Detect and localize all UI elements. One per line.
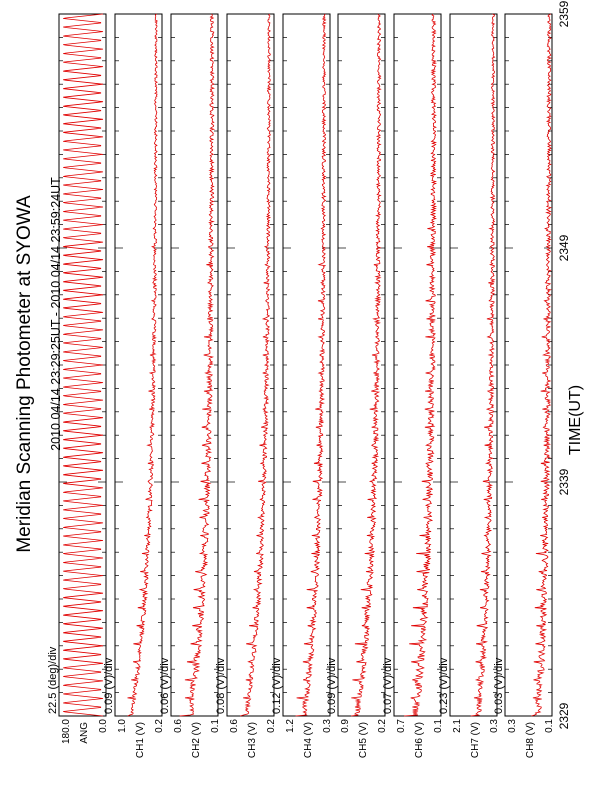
y-axis-label: ANG [79,722,90,744]
y-tick-label-top: 180.0 [61,719,72,745]
panel-frame [394,14,441,716]
panel-ch4 [271,14,333,758]
y-tick-label-bottom: 0.2 [154,719,165,733]
panel-ch7 [438,14,500,758]
y-tick-label-bottom: 0.3 [322,719,333,733]
series-line-ch8 [531,14,551,716]
panel-ch8 [493,14,555,758]
y-axis-label: CH7 (V) [470,722,481,759]
x-tick-label: 2339 [557,468,571,496]
panel-scale-label: 0.08 (V)/div [215,657,227,714]
panel-frame [59,14,106,716]
rotated-figure [14,0,584,758]
series-line-ch6 [404,14,436,716]
y-tick-label-bottom: 0.3 [489,719,500,733]
y-tick-label-bottom: 0.1 [433,719,444,733]
x-tick-labels [557,0,571,729]
series-line-ch4 [296,14,326,716]
panels [47,14,555,758]
series-line-ch2 [180,14,214,716]
x-axis-label: TIME(UT) [567,384,584,456]
y-tick-label-top: 0.6 [173,719,184,733]
panel-scale-label: 0.23 (V)/div [438,657,450,714]
series-line-ch1 [128,14,158,716]
series-line-ch7 [471,14,495,716]
panel-scale-label: 22.5 (deg)/div [47,646,59,714]
panel-scale-label: 0.07 (V)/div [382,657,394,714]
panel-ch5 [326,14,388,758]
panel-frame [227,14,274,716]
y-tick-label-top: 1.0 [117,719,128,733]
y-tick-label-top: 0.7 [396,719,407,733]
y-tick-label-bottom: 0.2 [377,719,388,733]
panel-scale-label: 0.09 (V)/div [326,657,338,714]
y-tick-label-top: 0.6 [229,719,240,733]
y-tick-label-top: 2.1 [452,719,463,733]
panel-scale-label: 0.03 (V)/div [493,657,505,714]
y-axis-label: CH1 (V) [135,722,146,759]
y-axis-label: CH5 (V) [358,722,369,759]
chart-subtitle: 2010 04/14 23:29:25UT - 2010 04/14 23:59:24UT [49,177,63,451]
y-axis-label: CH3 (V) [247,722,258,759]
panel-scale-label: 0.12 (V)/div [271,657,283,714]
series-line-ang [63,14,103,716]
y-tick-label-bottom: 0.1 [544,719,555,733]
panel-ch6 [382,14,444,758]
y-tick-label-bottom: 0.2 [266,719,277,733]
y-axis-label: CH6 (V) [414,722,425,759]
y-tick-label-top: 0.9 [340,719,351,733]
panel-ch2 [159,14,221,758]
y-axis-label: CH8 (V) [525,722,536,759]
x-tick-label: 2329 [557,702,571,730]
y-tick-label-bottom: 0.1 [210,719,221,733]
panel-scale-label: 0.09 (V)/div [103,657,115,714]
y-axis-label: CH4 (V) [303,722,314,759]
x-tick-label: 2349 [557,234,571,262]
y-axis-label: CH2 (V) [191,722,202,759]
panel-frame [450,14,497,716]
y-tick-label-bottom: 0.0 [98,719,109,733]
x-tick-label: 2359 [557,0,571,28]
panel-ch3 [215,14,277,758]
chart-title: Meridian Scanning Photometer at SYOWA [14,195,35,553]
panel-ch1 [103,14,165,758]
series-line-ch5 [351,14,381,716]
panel-frame [171,14,218,716]
y-tick-label-top: 1.2 [285,719,296,733]
y-tick-label-top: 0.3 [507,719,518,733]
panel-scale-label: 0.06 (V)/div [159,657,171,714]
series-line-ch3 [240,14,270,716]
panel-frame [505,14,552,716]
